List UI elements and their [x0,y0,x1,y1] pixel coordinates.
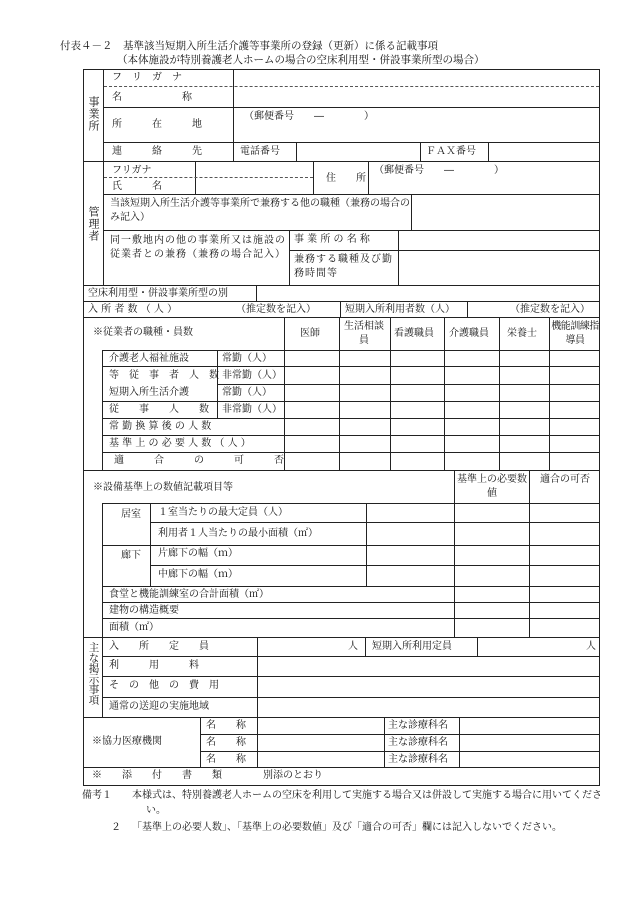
staff-group2-line2: 従 事 人 数 [109,404,209,415]
manager-concurrent-same-label: 当該短期入所生活介護等事業所で兼務する他の職種（兼務の場合のみ記入） [110,198,410,223]
notice-other-costs-label: そ の 他 の 費 用 [109,680,219,691]
equipment-col-standard: 基準上の必要数値 [457,474,527,499]
staff-col-nutritionist: 栄養士 [507,328,537,339]
room-label: 居室 [121,509,141,520]
manager-furigana-label: フリガナ [112,165,152,176]
short-stay-estimate-note: （推定数を記入） [510,304,590,315]
equipment-col-compliance: 適合の可否 [540,474,590,485]
corridor-one-side-label: 片廊下の幅（ｍ） [158,548,238,559]
note-2-text: 「基準上の必要人数」、「基準上の必要数値」及び「適合の可否」欄には記入しないでください。 [132,822,562,833]
office-section-label: 事業所 [87,96,100,132]
medical-name-label-2: 名 称 [206,737,246,748]
note-2-label: ２ [111,822,121,833]
form-title: 付表４－２ 基準該当短期入所生活介護等事業所の登録（更新）に係る記載事項 [60,40,438,52]
type-row-label: 空床利用型・併設事業所型の別 [88,288,228,299]
staff-fulltime-label-2: 常勤（人） [222,387,272,398]
manager-section-label: 管理者 [87,206,100,242]
staff-col-nurse: 看護職員 [394,328,434,339]
notice-section-label: 主な掲示事項 [87,642,100,705]
staff-parttime-label-2: 非常勤（人） [222,404,282,415]
note-1-text: 本様式は、特別養護老人ホームの空床を利用して実施する場合又は併設して実施する場合に用いてください。 [132,790,602,816]
notice-short-capacity-label: 短期入所利用定員 [372,641,452,652]
office-furigana-label: フ リ ガ ナ [112,72,182,83]
staff-col-trainer: 機能訓練指導員 [551,321,599,346]
corridor-label: 廊下 [121,550,141,561]
attachments-value: 別添のとおり [263,770,323,781]
dining-area-label: 食堂と機能訓練室の合計面積（㎡） [109,589,269,600]
staff-heading: ※従業者の職種・員数 [93,327,193,338]
staff-compliance-label: 適 合 の 可 否 [114,455,284,466]
area-label: 面積（㎡） [109,622,159,633]
manager-address-label: 住 所 [326,173,366,184]
structure-label: 建物の構造概要 [109,605,179,616]
office-contact-label: 連 絡 先 [112,146,202,157]
medical-dept-label-3: 主な診療科名 [388,754,448,765]
staff-col-doctor: 医師 [300,328,320,339]
residents-estimate-note: （推定数を記入） [236,304,316,315]
form-subtitle: （本体施設が特別養護老人ホームの場合の空床利用型・併設事業所型の場合） [117,54,485,66]
corridor-middle-label: 中廊下の幅（ｍ） [158,569,238,580]
staff-group1-line1: 介護老人福祉施設 [109,353,189,364]
notice-capacity-label: 入 所 定 員 [109,641,209,652]
residents-label: 入 所 者 数 （ 人 ） [88,304,178,315]
staff-col-caregiver: 介護職員 [449,328,489,339]
office-postal-label: （郵便番号 ― ） [244,111,374,122]
note-1-label: 備考１ [82,790,112,801]
equipment-heading: ※設備基準上の数値記載項目等 [93,482,233,493]
staff-col-counselor: 生活相談員 [344,321,384,346]
medical-name-label-3: 名 称 [206,754,246,765]
office-location-label: 所 在 地 [112,119,202,130]
notice-capacity-unit: 人 [348,641,358,652]
medical-name-label-1: 名 称 [206,720,246,731]
notice-short-capacity-unit: 人 [586,641,596,652]
staff-parttime-label-1: 非常勤（人） [222,370,282,381]
medical-institutions-label: ※協力医療機関 [92,736,162,747]
notice-fee-label: 利 用 料 [109,660,199,671]
medical-dept-label-2: 主な診療科名 [388,737,448,748]
room-max-label: １室当たりの最大定員（人） [158,507,288,518]
staff-fulltime-label-1: 常勤（人） [222,353,272,364]
office-fax-label: ＦＡＸ番号 [426,146,476,157]
office-name-label: 名 称 [112,92,192,103]
staff-group1-line2: 等 従 事 者 人 数 [109,370,219,381]
office-phone-label: 電話番号 [240,146,280,157]
manager-office-name-label: 事 業 所 の 名 称 [294,234,370,245]
attachments-label: ※ 添 付 書 類 [92,770,222,781]
manager-postal-label: （郵便番号 ― ） [374,165,504,176]
manager-job-hours-label: 兼務する職種及び勤務時間等 [294,254,393,279]
notice-transport-area-label: 通常の送迎の実施地域 [109,701,209,712]
short-stay-users-label: 短期入所利用者数（人） [345,304,455,315]
room-min-area-label: 利用者１人当たりの最小面積（㎡） [158,528,318,539]
medical-dept-label-1: 主な診療科名 [388,720,448,731]
staff-fte-label: 常 勤 換 算 後 の 人 数 [109,421,212,432]
staff-group2-line1: 短期入所生活介護 [109,387,189,398]
manager-name-label: 氏 名 [112,181,162,192]
staff-required-label: 基 準 上 の 必 要 人 数 （ 人 ） [109,438,251,449]
manager-concurrent-other-label: 同一敷地内の他の事業所又は施設の従業者との兼務（兼務の場合記入） [110,235,286,260]
